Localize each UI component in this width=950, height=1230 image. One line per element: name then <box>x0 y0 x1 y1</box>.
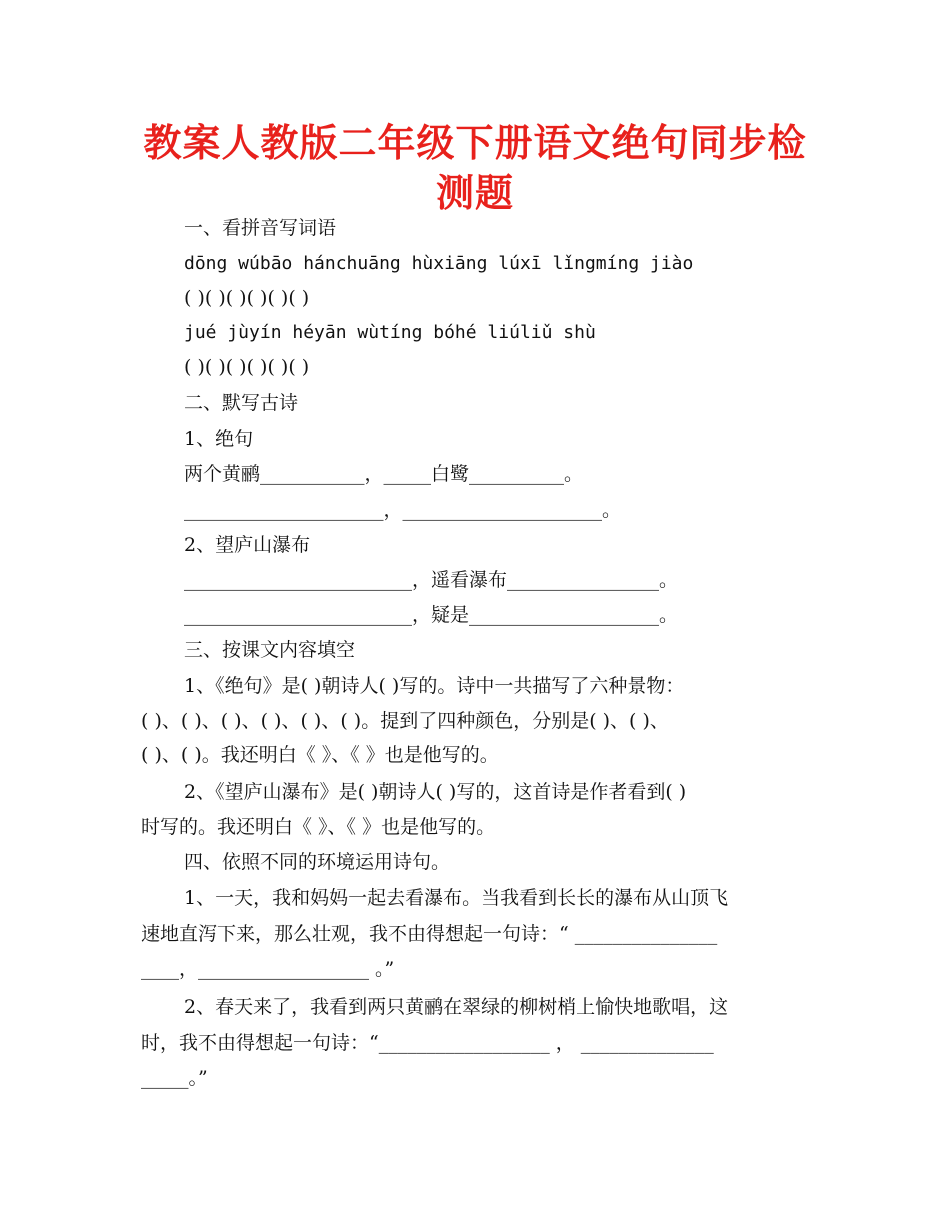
question-4-2-line-1: 2、春天来了，我看到两只黄鹂在翠绿的柳树梢上愉快地歌唱，这 <box>184 996 729 1018</box>
section-heading-pinyin: 一、看拼音写词语 <box>184 217 337 239</box>
poem-title-jueju: 1、绝句 <box>184 428 254 450</box>
section-heading-poems: 二、默写古诗 <box>184 392 299 414</box>
question-4-1-line-1: 1、一天，我和妈妈一起去看瀑布。当我看到长长的瀑布从山顶飞 <box>184 887 729 909</box>
section-heading-fill: 三、按课文内容填空 <box>184 639 356 661</box>
question-3-1-line-1: 1、《绝句》是( )朝诗人( )写的。诗中一共描写了六种景物： <box>184 675 685 697</box>
answer-blanks-row-2: ( )( )( )( )( )( ) <box>184 356 310 378</box>
answer-blanks-row-1: ( )( )( )( )( )( ) <box>184 287 310 309</box>
document-title: 教案人教版二年级下册语文绝句同步检测题 <box>143 121 807 215</box>
section-heading-usage: 四、依照不同的环境运用诗句。 <box>184 851 451 873</box>
question-3-2-line-2: 时写的。我还明白《 》、《 》也是他写的。 <box>141 816 496 838</box>
poem-fill-line-1: 两个黄鹂___________，_____白鹭__________。 <box>184 463 584 485</box>
poem-fill-line-2: _____________________，_____________________。 <box>184 499 622 521</box>
question-3-1-line-2: ( )、( )、( )、( )、( )、( )。提到了四种颜色，分别是( )、( )、 <box>141 710 669 732</box>
poem-fill-line-4: ________________________，疑是____________________。 <box>184 604 679 626</box>
pinyin-row-2: jué jùyín héyān wùtíng bóhé liúliǔ shù <box>184 322 596 343</box>
question-3-2-line-1: 2、《望庐山瀑布》是( )朝诗人( )写的，这首诗是作者看到( ) <box>184 781 687 803</box>
pinyin-row-1: dōng wúbāo hánchuāng hùxiāng lúxī lǐngmíng jiào <box>184 253 694 274</box>
question-4-2-line-2: 时，我不由得想起一句诗：“__________________ ， ______________ <box>141 1032 714 1054</box>
question-4-1-line-3: ____，__________________ 。” <box>141 958 395 980</box>
question-4-2-line-3: _____。” <box>141 1067 208 1089</box>
question-3-1-line-3: ( )、( )。我还明白《 》、《 》也是他写的。 <box>141 744 499 766</box>
poem-title-lushan: 2、望庐山瀑布 <box>184 534 311 556</box>
poem-fill-line-3: ________________________，遥看瀑布________________。 <box>184 569 679 591</box>
question-4-1-line-2: 速地直泻下来，那么壮观，我不由得想起一句诗：“ _______________ <box>141 923 718 945</box>
